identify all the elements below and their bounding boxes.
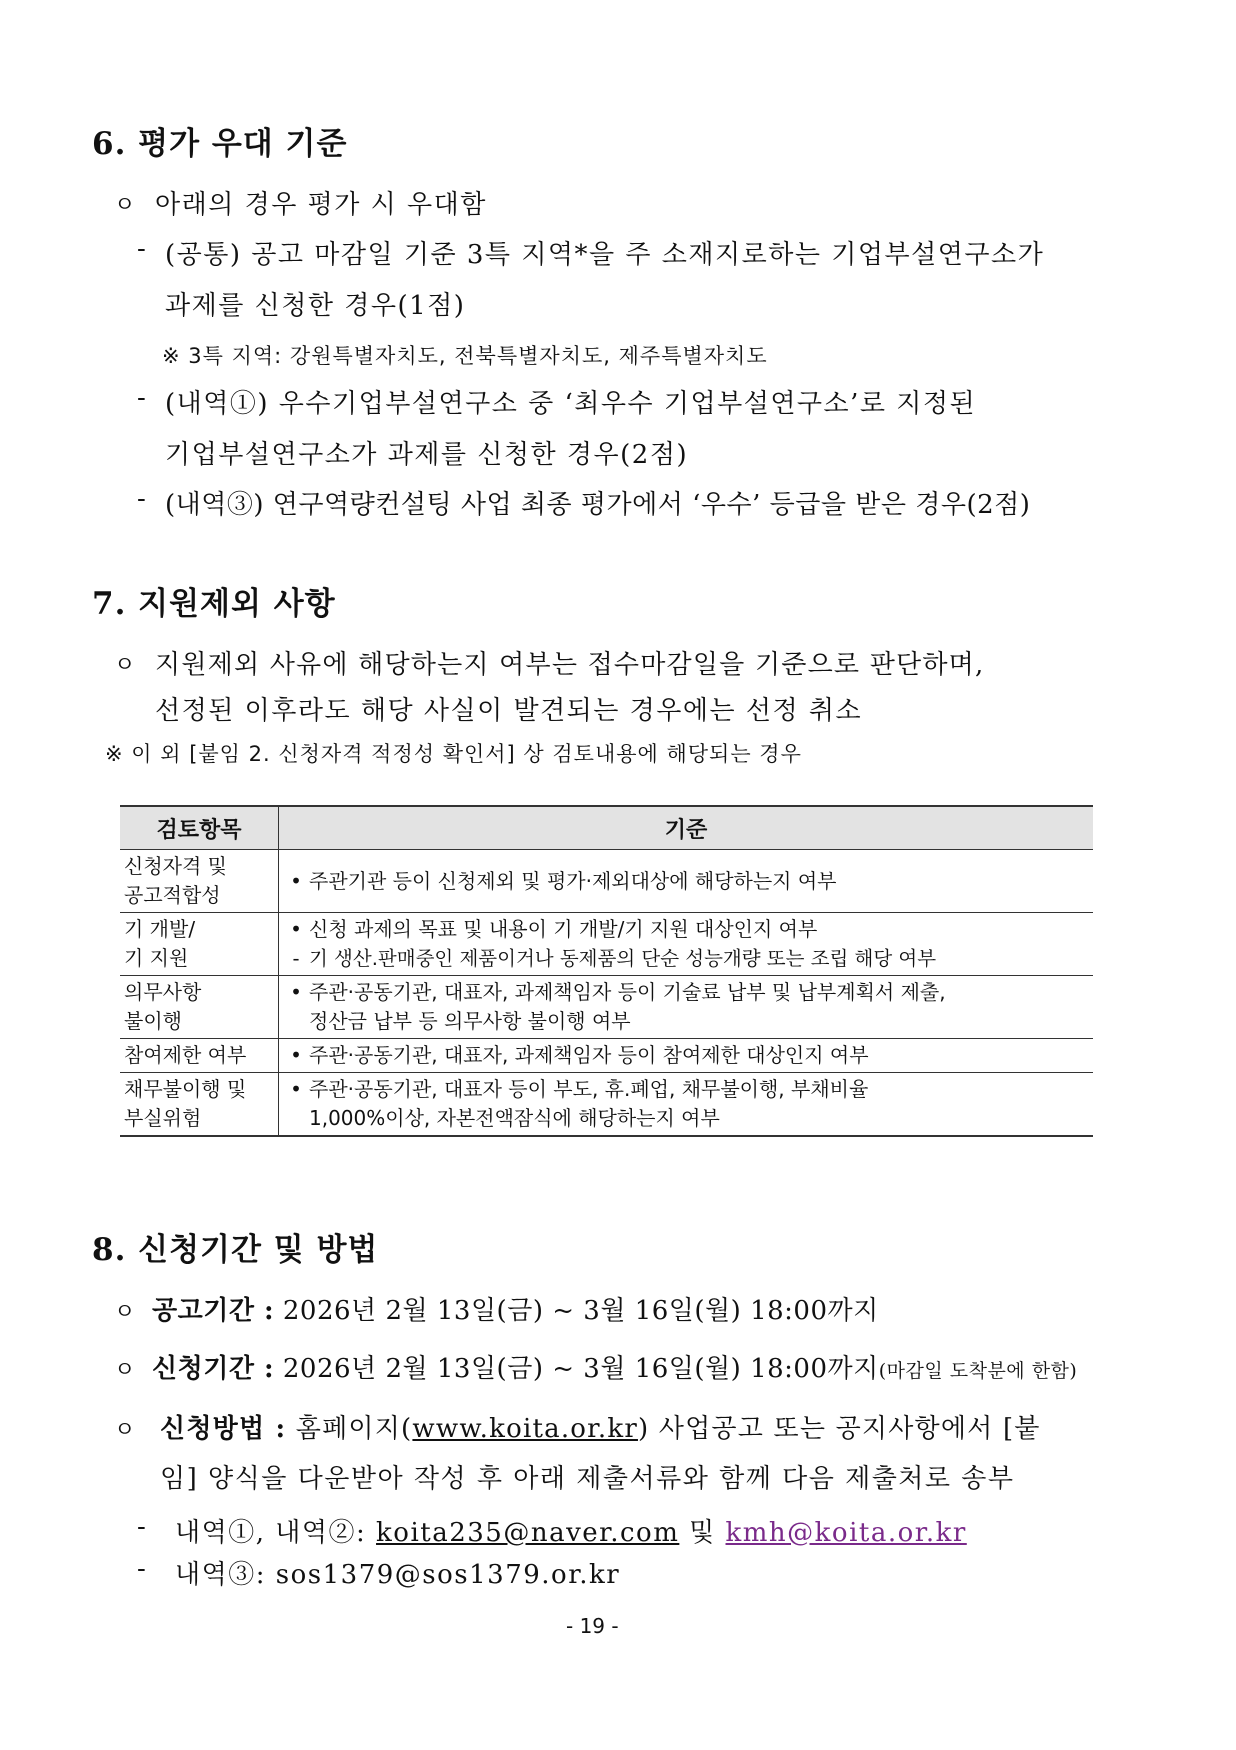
application-method-text: ) 사업공고 또는 공지사항에서 [붙 xyxy=(637,1414,1041,1444)
table-cell-criteria xyxy=(279,976,1094,1039)
bullet-text: 주관기관 등이 신청제외 및 평가·제외대상에 해당하는지 여부 xyxy=(309,868,837,893)
email-line xyxy=(175,1554,620,1591)
bullet-mark: • xyxy=(290,868,302,893)
table-row xyxy=(120,1039,1093,1073)
apply-marker: ㅇ xyxy=(114,1358,136,1383)
region-note: ※ 3특 지역: 강원특별자치도, 전북특별자치도, 제주특별자치도 xyxy=(162,344,768,368)
preference-item-line: 기업부설연구소가 과제를 신청한 경우(2점) xyxy=(165,440,689,470)
review-criteria-table xyxy=(120,805,1093,1137)
intro-marker: ㅇ xyxy=(114,193,136,218)
page-number: - 19 - xyxy=(566,1614,619,1638)
email-line xyxy=(175,1512,967,1549)
bullet-text: 주관·공동기관, 대표자 등이 부도, 휴.폐업, 채무불이행, 부채비율 1,000%이상, 자본전액잠식에 해당하는지 여부 xyxy=(309,1077,869,1130)
koita-homepage-link[interactable]: www.koita.or.kr xyxy=(412,1414,638,1444)
table-header-row xyxy=(120,806,1093,850)
table-cell-item: 참여제한 여부 xyxy=(120,1039,279,1073)
announcement-period-label: 공고기간 : xyxy=(152,1296,275,1326)
application-method-text: 홈페이지( xyxy=(295,1414,413,1444)
section-6-title: 6. 평가 우대 기준 xyxy=(92,126,348,162)
table-row xyxy=(120,1073,1093,1137)
table-header-criteria: 기준 xyxy=(279,806,1094,850)
bullet-mark: • xyxy=(290,917,302,941)
bullet-mark: • xyxy=(290,980,302,1004)
announcement-period-value: 2026년 2월 13일(금) ~ 3월 16일(월) 18:00까지 xyxy=(282,1296,879,1326)
item-marker: - xyxy=(137,484,148,514)
item-marker: - xyxy=(137,383,148,413)
section-7-title: 7. 지원제외 사항 xyxy=(92,586,336,622)
table-cell-item: 채무불이행 및 부실위험 xyxy=(120,1073,279,1137)
bullet-text: 주관·공동기관, 대표자, 과제책임자 등이 참여제한 대상인지 여부 xyxy=(309,1043,869,1067)
item-marker: - xyxy=(137,234,148,264)
exclusion-intro-line: 지원제외 사유에 해당하는지 여부는 접수마감일을 기준으로 판단하며, xyxy=(155,650,985,680)
table-cell-item: 기 개발/ 기 지원 xyxy=(120,913,279,976)
email-label: 내역①, 내역②: xyxy=(175,1518,367,1548)
bullet-mark: - xyxy=(292,947,300,970)
period-marker: ㅇ xyxy=(114,1300,136,1325)
application-period-suffix: (마감일 도착분에 한함) xyxy=(878,1360,1078,1382)
email-label: 내역③: xyxy=(175,1560,266,1590)
preference-item-line: (내역③) 연구역량컨설팅 사업 최종 평가에서 ‘우수’ 등급을 받은 경우(2점) xyxy=(165,490,1031,520)
table-row xyxy=(120,913,1093,976)
email-marker: - xyxy=(137,1554,148,1584)
method-marker: ㅇ xyxy=(114,1418,136,1443)
section-8-title: 8. 신청기간 및 방법 xyxy=(92,1232,379,1268)
email-marker: - xyxy=(137,1512,148,1542)
email-link-kmh[interactable]: kmh@koita.or.kr xyxy=(725,1518,967,1548)
section-6-intro: 아래의 경우 평가 시 우대함 xyxy=(155,190,487,220)
bullet-mark: • xyxy=(290,1043,302,1067)
table-cell-criteria xyxy=(279,1039,1094,1073)
table-row xyxy=(120,976,1093,1039)
preference-item-line: (공통) 공고 마감일 기준 3특 지역*을 주 소재지로하는 기업부설연구소가 xyxy=(165,240,1045,270)
preference-item-line: 과제를 신청한 경우(1점) xyxy=(165,291,466,321)
exclusion-intro-line: 선정된 이후라도 해당 사실이 발견되는 경우에는 선정 취소 xyxy=(155,696,863,726)
table-cell-item: 신청자격 및 공고적합성 xyxy=(120,850,279,913)
application-method xyxy=(160,1408,1041,1445)
application-period-label: 신청기간 : xyxy=(152,1354,275,1384)
table-cell-criteria xyxy=(279,850,1094,913)
exclusion-note: ※ 이 외 [붙임 2. 신청자격 적정성 확인서] 상 검토내용에 해당되는 경우 xyxy=(105,742,802,766)
preference-item-line: (내역①) 우수기업부설연구소 중 ‘최우수 기업부설연구소’로 지정된 xyxy=(165,389,977,419)
table-header-item: 검토항목 xyxy=(120,806,279,850)
table-row xyxy=(120,850,1093,913)
email-link-naver[interactable]: koita235@naver.com xyxy=(376,1518,680,1548)
bullet-mark: • xyxy=(290,1077,302,1101)
intro-marker: ㅇ xyxy=(114,653,136,678)
email-sos: sos1379@sos1379.or.kr xyxy=(275,1560,621,1590)
application-method-line: 임] 양식을 다운받아 작성 후 아래 제출서류와 함께 다음 제출처로 송부 xyxy=(160,1464,1015,1494)
bullet-text: 기 생산.판매중인 제품이거나 동제품의 단순 성능개량 또는 조립 해당 여부 xyxy=(309,947,937,970)
application-period xyxy=(152,1348,1077,1385)
table-cell-criteria xyxy=(279,913,1094,976)
table-cell-criteria xyxy=(279,1073,1094,1137)
table-cell-item: 의무사항 불이행 xyxy=(120,976,279,1039)
bullet-text: 신청 과제의 목표 및 내용이 기 개발/기 지원 대상인지 여부 xyxy=(309,917,818,941)
email-joiner: 및 xyxy=(689,1518,716,1548)
bullet-text: 주관·공동기관, 대표자, 과제책임자 등이 기술료 납부 및 납부계획서 제출, 정산금 납부 등 의무사항 불이행 여부 xyxy=(309,980,946,1033)
application-method-label: 신청방법 : xyxy=(160,1414,287,1444)
announcement-period xyxy=(152,1290,879,1327)
application-period-value: 2026년 2월 13일(금) ~ 3월 16일(월) 18:00까지 xyxy=(282,1354,879,1384)
preference-item-common xyxy=(165,234,1093,271)
